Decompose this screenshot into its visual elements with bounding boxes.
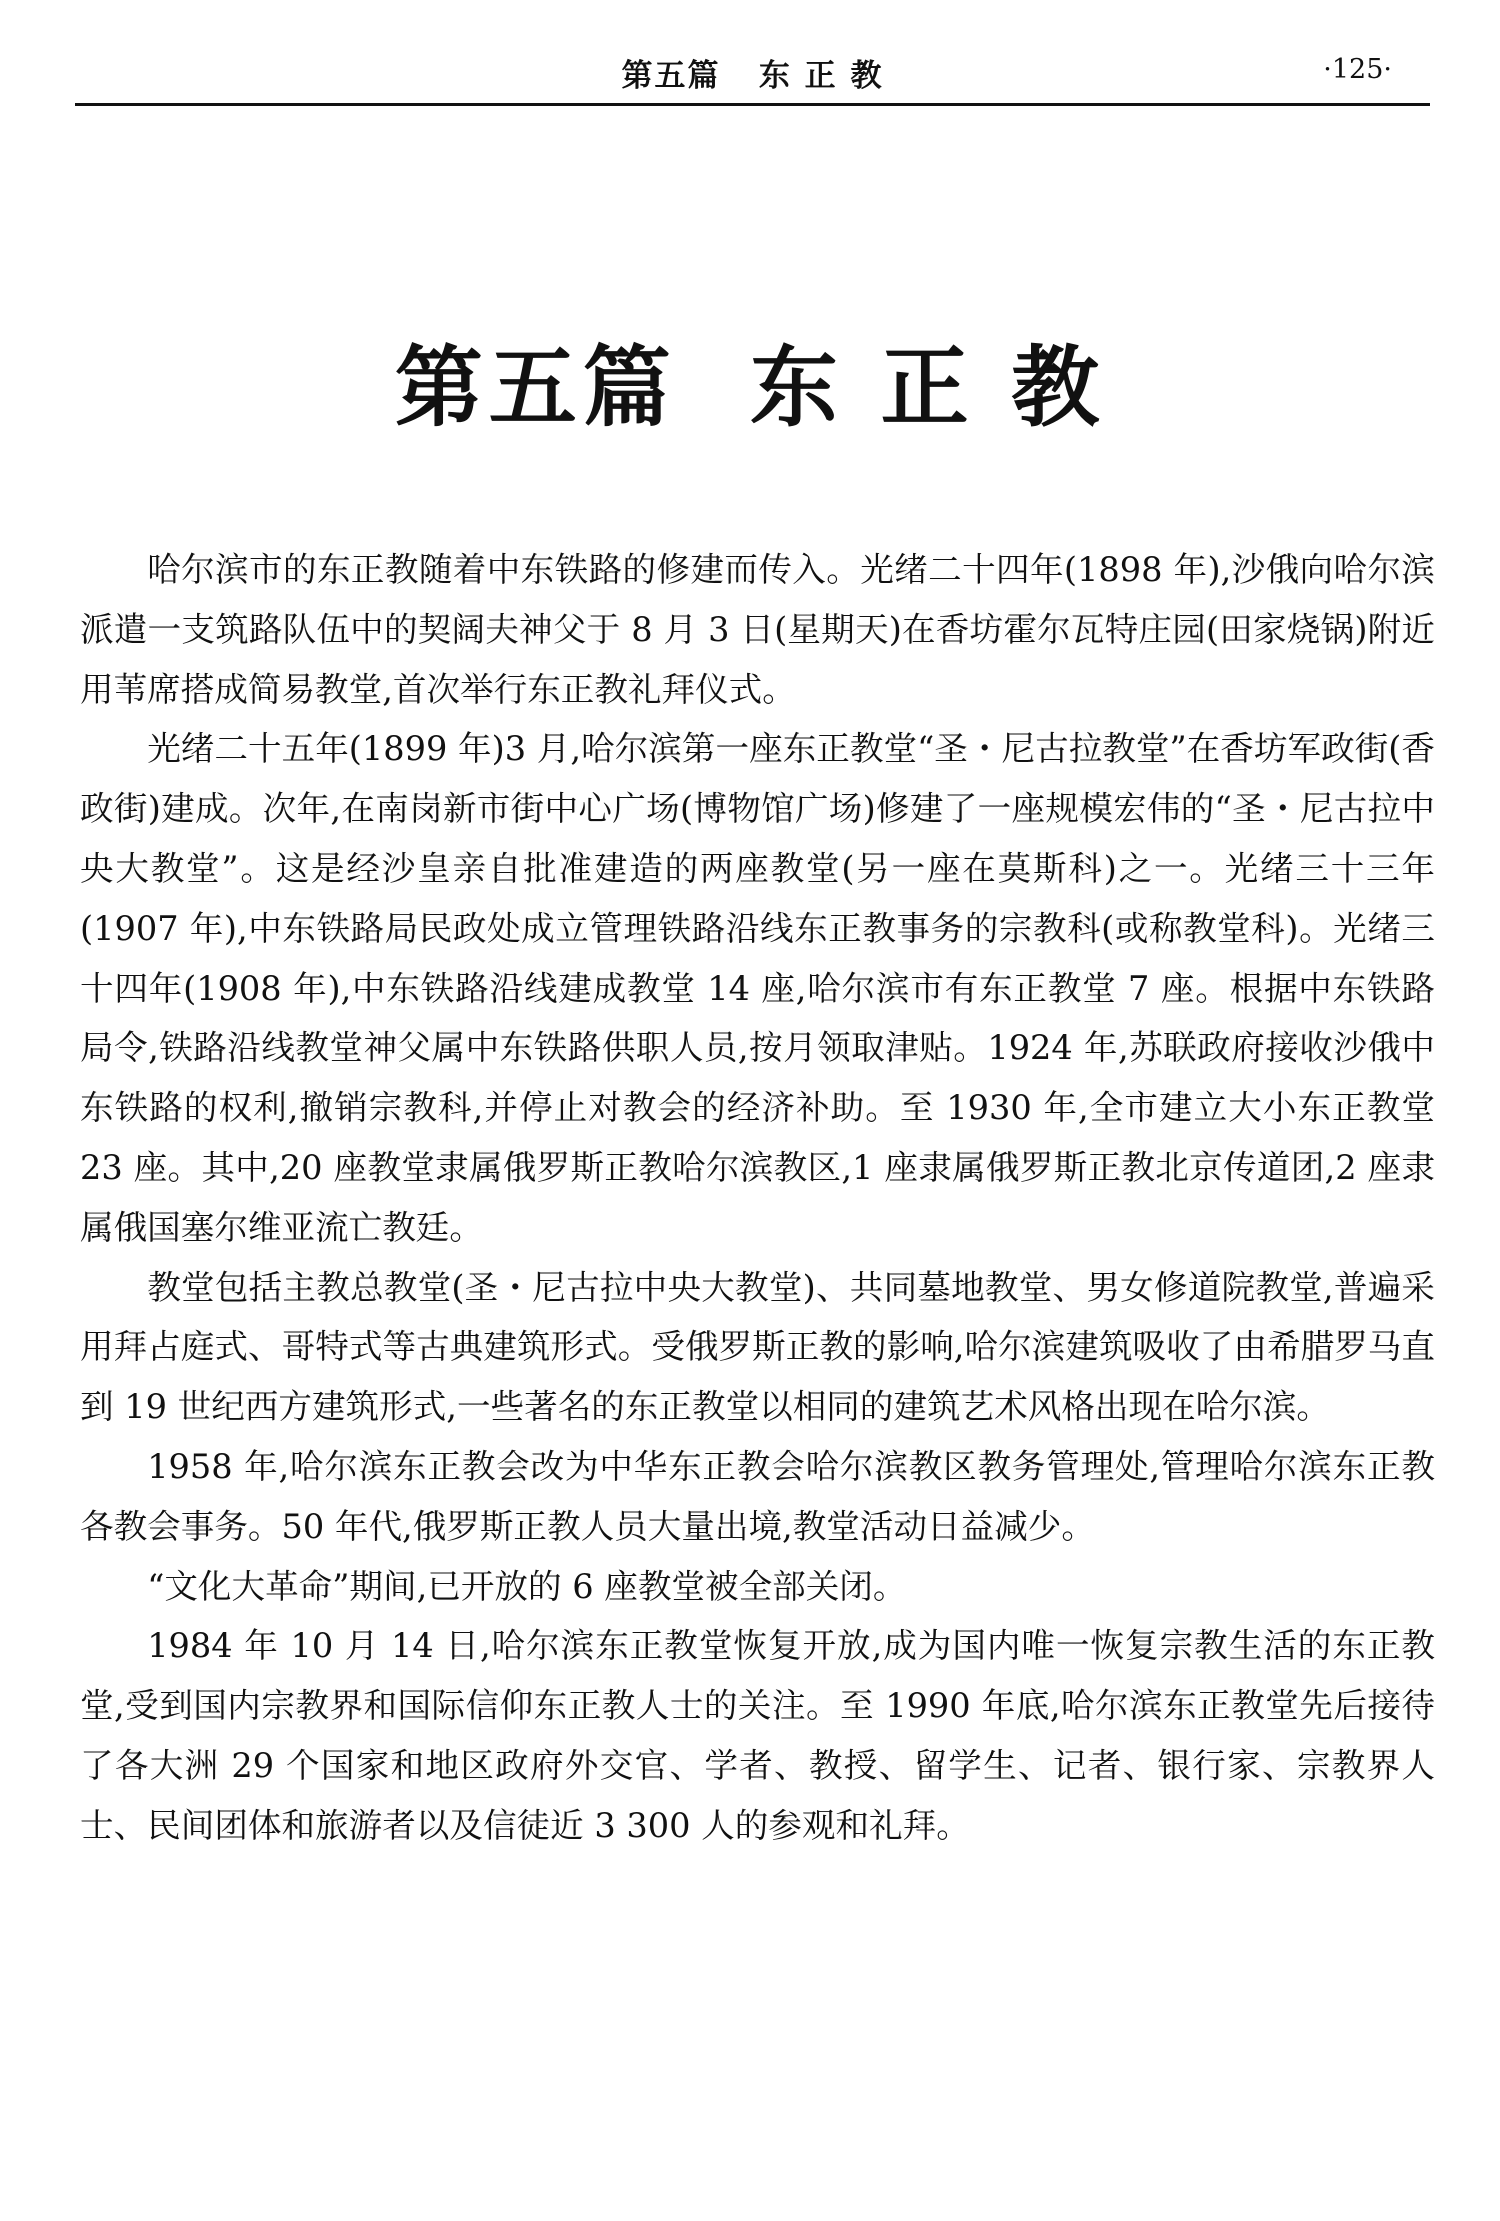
paragraph-intro: 哈尔滨市的东正教随着中东铁路的修建而传入。光绪二十四年(1898 年),沙俄向哈尔滨派遣一支筑路队伍中的契阔夫神父于 8 月 3 日(星期天)在香坊霍尔瓦特庄园(田家烧锅)附近用苇席搭成简易教堂,首次举行东正教礼拜仪式。	[80, 550, 1435, 709]
body-text	[80, 540, 1435, 1856]
paragraph-architecture: 教堂包括主教总教堂(圣・尼古拉中央大教堂)、共同墓地教堂、男女修道院教堂,普遍采用拜占庭式、哥特式等古典建筑形式。受俄罗斯正教的影响,哈尔滨建筑吸收了由希腊罗马直到 19 世纪西方建筑形式,一些著名的东正教堂以相同的建筑艺术风格出现在哈尔滨。	[80, 1267, 1435, 1427]
paragraph-history: 光绪二十五年(1899 年)3 月,哈尔滨第一座东正教堂“圣・尼古拉教堂”在香坊军政街(香政街)建成。次年,在南岗新市街中心广场(博物馆广场)修建了一座规模宏伟的“圣・尼古拉中央大教堂”。这是经沙皇亲自批准建造的两座教堂(另一座在莫斯科)之一。光绪三十三年(1907 年),中东铁路局民政处成立管理铁路沿线东正教事务的宗教科(或称教堂科)。光绪三十四年(1908 年),中东铁路沿线建成教堂 14 座,哈尔滨市有东正教堂 7 座。根据中东铁路局令,铁路沿线教堂神父属中东铁路供职人员,按月领取津贴。1924 年,苏联政府接收沙俄中东铁路的权利,撤销宗教科,并停止对教会的经济补助。至 1930 年,全市建立大小东正教堂 23 座。其中,20 座教堂隶属俄罗斯正教哈尔滨教区,1 座隶属俄罗斯正教北京传道团,2 座隶属俄国塞尔维亚流亡教廷。	[80, 729, 1435, 1247]
running-title: 第五篇 东 正 教	[621, 58, 884, 94]
running-header	[75, 48, 1430, 106]
chapter-title: 第五篇 东 正 教	[394, 336, 1106, 439]
paragraph-cultural-revolution: “文化大革命”期间,已开放的 6 座教堂被全部关闭。	[147, 1566, 907, 1606]
paragraph-1984: 1984 年 10 月 14 日,哈尔滨东正教堂恢复开放,成为国内唯一恢复宗教生活的东正教堂,受到国内宗教界和国际信仰东正教人士的关注。至 1990 年底,哈尔滨东正教堂先后接待了各大洲 29 个国家和地区政府外交官、学者、教授、留学生、记者、银行家、宗教界人士、民间团体和旅游者以及信徒近 3 300 人的参观和礼拜。	[80, 1626, 1435, 1845]
page-number: ·125·	[1323, 54, 1392, 85]
paragraph-1958: 1958 年,哈尔滨东正教会改为中华东正教会哈尔滨教区教务管理处,管理哈尔滨东正教各教会事务。50 年代,俄罗斯正教人员大量出境,教堂活动日益减少。	[80, 1446, 1435, 1546]
